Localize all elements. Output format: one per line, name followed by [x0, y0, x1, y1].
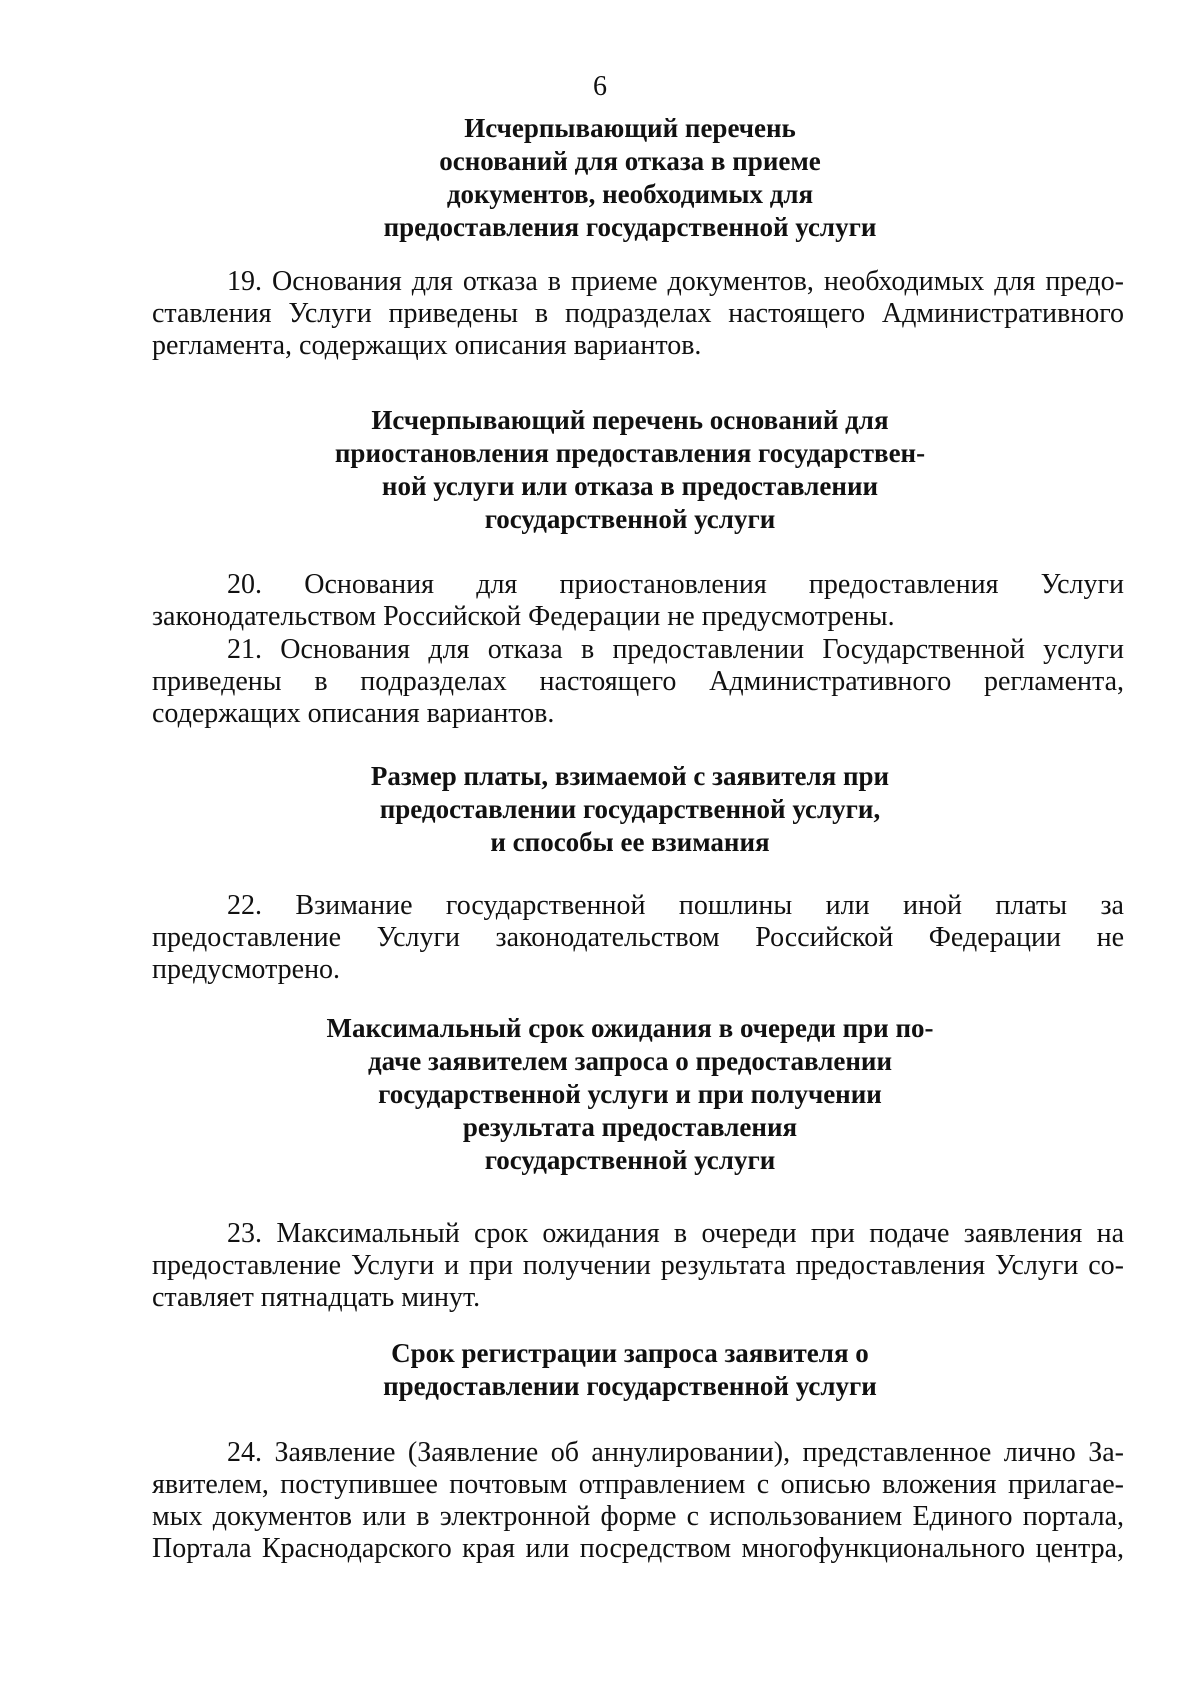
paragraph-line: предоставление Услуги законодательством Российской Федерации не: [152, 922, 1124, 953]
paragraph-line: предоставление Услуги и при получении результата предоставления Услуги со-: [152, 1250, 1124, 1281]
paragraph-line: 20. Основания для приостановления предоставления Услуги: [227, 569, 1124, 600]
heading-line: предоставления государственной услуги: [383, 212, 877, 242]
section-heading-1: [250, 112, 1010, 244]
paragraph-line: содержащих описания вариантов.: [152, 698, 555, 729]
section-heading-2: [250, 404, 1010, 536]
paragraph-line: предусмотрено.: [152, 954, 341, 985]
paragraph-line: мых документов или в электронной форме с использованием Единого портала,: [152, 1501, 1124, 1532]
heading-line: оснований для отказа в приеме: [439, 146, 821, 176]
paragraph-line: 23. Максимальный срок ожидания в очереди при подаче заявления на: [227, 1218, 1124, 1249]
paragraph-line: 24. Заявление (Заявление об аннулировании), представленное лично За-: [227, 1437, 1124, 1468]
paragraph-line: 22. Взимание государственной пошлины или иной платы за: [227, 890, 1124, 921]
heading-line: Исчерпывающий перечень: [464, 113, 796, 143]
paragraph-line: 19. Основания для отказа в приеме документов, необходимых для предо-: [227, 266, 1124, 297]
paragraph-23: [152, 1218, 1124, 1314]
paragraph-line: ставления Услуги приведены в подразделах настоящего Административного: [152, 298, 1124, 329]
heading-line: документов, необходимых для: [446, 179, 814, 209]
paragraph-line: 21. Основания для отказа в предоставлении Государственной услуги: [227, 634, 1124, 665]
section-heading-5: [250, 1337, 1010, 1403]
heading-line: и способы ее взимания: [490, 827, 770, 857]
heading-line: результата предоставления: [462, 1112, 798, 1142]
paragraph-line: явителем, поступившее почтовым отправлением с описью вложения прилагае-: [152, 1469, 1124, 1500]
paragraph-line: регламента, содержащих описания вариантов.: [152, 330, 702, 361]
heading-line: Исчерпывающий перечень оснований для: [371, 405, 889, 435]
paragraph-line: Портала Краснодарского края или посредством многофункционального центра,: [152, 1533, 1124, 1564]
heading-line: государственной услуги и при получении: [378, 1079, 882, 1109]
section-heading-4: [250, 1012, 1010, 1177]
heading-line: предоставлении государственной услуги,: [379, 794, 881, 824]
heading-line: предоставлении государственной услуги: [383, 1371, 877, 1401]
heading-line: государственной услуги: [484, 1145, 776, 1175]
heading-line: приостановления предоставления государствен-: [334, 438, 926, 468]
heading-line: государственной услуги: [484, 504, 776, 534]
paragraph-22: [152, 890, 1124, 986]
paragraph-line: законодательством Российской Федерации не предусмотрены.: [152, 601, 895, 632]
heading-line: ной услуги или отказа в предоставлении: [381, 471, 879, 501]
heading-line: Срок регистрации запроса заявителя о: [391, 1338, 869, 1368]
paragraph-19: [152, 266, 1124, 362]
page-number: 6: [593, 71, 607, 102]
paragraph-20: [152, 569, 1124, 633]
paragraph-line: ставляет пятнадцать минут.: [152, 1282, 481, 1313]
paragraph-24: [152, 1437, 1124, 1565]
paragraph-21: [152, 634, 1124, 730]
heading-line: Максимальный срок ожидания в очереди при по-: [326, 1013, 934, 1043]
heading-line: Размер платы, взимаемой с заявителя при: [370, 761, 890, 791]
heading-line: даче заявителем запроса о предоставлении: [368, 1046, 892, 1076]
section-heading-3: [250, 760, 1010, 859]
paragraph-line: приведены в подразделах настоящего Административного регламента,: [152, 666, 1124, 697]
